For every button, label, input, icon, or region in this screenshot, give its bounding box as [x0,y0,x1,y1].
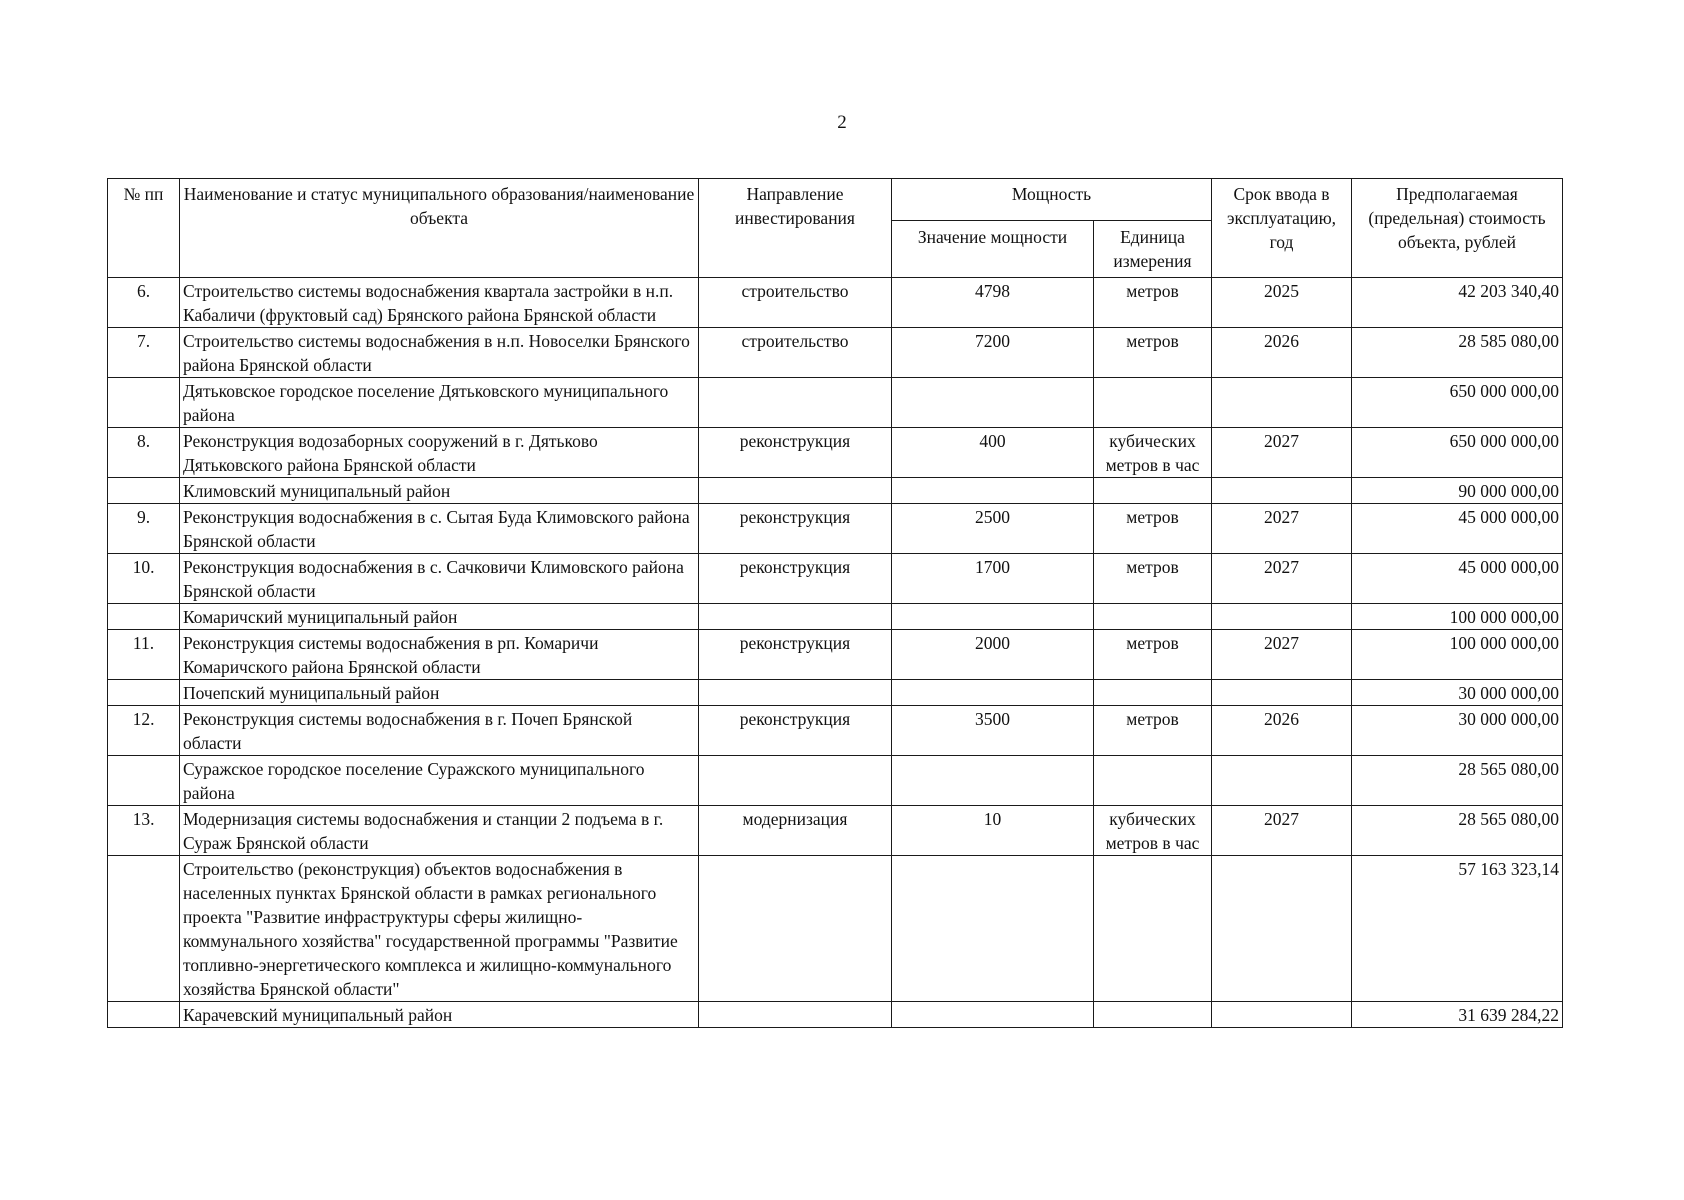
cell-direction: реконструкция [699,428,892,478]
cell-capacity-value [892,378,1094,428]
cell-capacity-unit [1094,680,1212,706]
cell-capacity-unit: метров [1094,706,1212,756]
cell-direction [699,478,892,504]
header-num: № пп [108,179,180,278]
cell-name: Реконструкция системы водоснабжения в г. Почеп Брянской области [180,706,699,756]
cell-year [1212,478,1352,504]
cell-capacity-unit: метров [1094,554,1212,604]
table-row [108,478,1563,504]
cell-cost: 90 000 000,00 [1352,478,1563,504]
cell-direction [699,378,892,428]
cell-direction [699,1002,892,1028]
cell-capacity-value: 2000 [892,630,1094,680]
cell-capacity-unit [1094,604,1212,630]
cell-direction: модернизация [699,806,892,856]
cell-year: 2027 [1212,630,1352,680]
cell-direction [699,604,892,630]
cell-name: Дятьковское городское поселение Дятьковского муниципального района [180,378,699,428]
cell-name: Реконструкция водоснабжения в с. Сытая Буда Климовского района Брянской области [180,504,699,554]
cell-direction: строительство [699,328,892,378]
cell-capacity-value: 10 [892,806,1094,856]
header-capacity: Мощность [892,179,1212,221]
cell-year [1212,680,1352,706]
table-row [108,706,1563,756]
cell-year: 2026 [1212,328,1352,378]
table-row [108,554,1563,604]
header-cost: Предполагаемая (предельная) стоимость объекта, рублей [1352,179,1563,278]
table-row [108,806,1563,856]
cell-num: 12. [108,706,180,756]
cell-name: Климовский муниципальный район [180,478,699,504]
cell-num [108,680,180,706]
table-row [108,756,1563,806]
header-name: Наименование и статус муниципального образования/наименование объекта [180,179,699,278]
cell-capacity-unit [1094,1002,1212,1028]
cell-cost: 650 000 000,00 [1352,428,1563,478]
investment-objects-table [107,178,1563,1028]
cell-capacity-value [892,604,1094,630]
table-row [108,504,1563,554]
cell-capacity-value [892,856,1094,1002]
cell-cost: 45 000 000,00 [1352,504,1563,554]
cell-num: 6. [108,278,180,328]
cell-year: 2027 [1212,554,1352,604]
cell-capacity-unit: метров [1094,278,1212,328]
cell-num: 8. [108,428,180,478]
cell-cost: 28 585 080,00 [1352,328,1563,378]
cell-num [108,478,180,504]
cell-name: Реконструкция системы водоснабжения в рп. Комаричи Комаричского района Брянской области [180,630,699,680]
cell-capacity-unit [1094,478,1212,504]
cell-year [1212,1002,1352,1028]
cell-direction [699,756,892,806]
cell-direction: реконструкция [699,554,892,604]
cell-capacity-unit: кубических метров в час [1094,806,1212,856]
table-row [108,328,1563,378]
cell-cost: 30 000 000,00 [1352,680,1563,706]
cell-direction: реконструкция [699,630,892,680]
cell-num: 10. [108,554,180,604]
cell-year: 2027 [1212,806,1352,856]
cell-num [108,856,180,1002]
header-capacity-value: Значение мощности [892,221,1094,278]
cell-name: Строительство системы водоснабжения квартала застройки в н.п. Кабаличи (фруктовый сад) Брянского района Брянской области [180,278,699,328]
cell-cost: 28 565 080,00 [1352,756,1563,806]
cell-capacity-unit [1094,756,1212,806]
header-direction: Направление инвестирования [699,179,892,278]
cell-name: Комаричский муниципальный район [180,604,699,630]
page-number: 2 [837,112,847,133]
cell-direction: реконструкция [699,706,892,756]
cell-capacity-value [892,680,1094,706]
cell-direction [699,680,892,706]
cell-year: 2026 [1212,706,1352,756]
cell-cost: 100 000 000,00 [1352,604,1563,630]
cell-num [108,1002,180,1028]
cell-name: Реконструкция водоснабжения в с. Сачковичи Климовского района Брянской области [180,554,699,604]
cell-year [1212,756,1352,806]
table-header [108,179,1563,278]
cell-cost: 57 163 323,14 [1352,856,1563,1002]
table-row [108,680,1563,706]
cell-num [108,378,180,428]
table-row [108,630,1563,680]
cell-cost: 30 000 000,00 [1352,706,1563,756]
cell-name: Суражское городское поселение Суражского муниципального района [180,756,699,806]
table-row [108,604,1563,630]
cell-year: 2027 [1212,428,1352,478]
cell-year: 2027 [1212,504,1352,554]
cell-capacity-value: 4798 [892,278,1094,328]
cell-capacity-value [892,478,1094,504]
cell-year [1212,378,1352,428]
header-capacity-unit: Единица измерения [1094,221,1212,278]
table-row [108,1002,1563,1028]
table-row [108,856,1563,1002]
cell-capacity-unit: метров [1094,630,1212,680]
cell-direction: строительство [699,278,892,328]
cell-cost: 45 000 000,00 [1352,554,1563,604]
cell-capacity-unit [1094,378,1212,428]
cell-capacity-value: 7200 [892,328,1094,378]
cell-num [108,604,180,630]
cell-capacity-value: 2500 [892,504,1094,554]
header-term: Срок ввода в эксплуатацию, год [1212,179,1352,278]
cell-cost: 31 639 284,22 [1352,1002,1563,1028]
cell-num: 7. [108,328,180,378]
cell-capacity-value: 400 [892,428,1094,478]
cell-name: Реконструкция водозаборных сооружений в г. Дятьково Дятьковского района Брянской области [180,428,699,478]
cell-capacity-value [892,1002,1094,1028]
cell-capacity-value: 1700 [892,554,1094,604]
cell-cost: 42 203 340,40 [1352,278,1563,328]
cell-year [1212,604,1352,630]
cell-name: Строительство системы водоснабжения в н.п. Новоселки Брянского района Брянской области [180,328,699,378]
cell-capacity-unit [1094,856,1212,1002]
table-row [108,428,1563,478]
cell-name: Строительство (реконструкция) объектов водоснабжения в населенных пунктах Брянской области в рамках регионального проекта "Развитие инфраструктуры сферы жилищно-коммунального хозяйства" государственной программы "Развитие топливно-энергетического комплекса и жилищно-коммунального хозяйства Брянской области" [180,856,699,1002]
cell-direction: реконструкция [699,504,892,554]
cell-num: 11. [108,630,180,680]
cell-num [108,756,180,806]
cell-num: 13. [108,806,180,856]
cell-cost: 100 000 000,00 [1352,630,1563,680]
cell-year: 2025 [1212,278,1352,328]
table-row [108,378,1563,428]
cell-year [1212,856,1352,1002]
cell-capacity-value [892,756,1094,806]
cell-name: Модернизация системы водоснабжения и станции 2 подъема в г. Сураж Брянской области [180,806,699,856]
cell-name: Карачевский муниципальный район [180,1002,699,1028]
cell-cost: 650 000 000,00 [1352,378,1563,428]
cell-capacity-unit: метров [1094,504,1212,554]
cell-capacity-value: 3500 [892,706,1094,756]
cell-capacity-unit: кубических метров в час [1094,428,1212,478]
table-body [108,278,1563,1028]
cell-num: 9. [108,504,180,554]
cell-direction [699,856,892,1002]
cell-cost: 28 565 080,00 [1352,806,1563,856]
cell-name: Почепский муниципальный район [180,680,699,706]
table-row [108,278,1563,328]
cell-capacity-unit: метров [1094,328,1212,378]
